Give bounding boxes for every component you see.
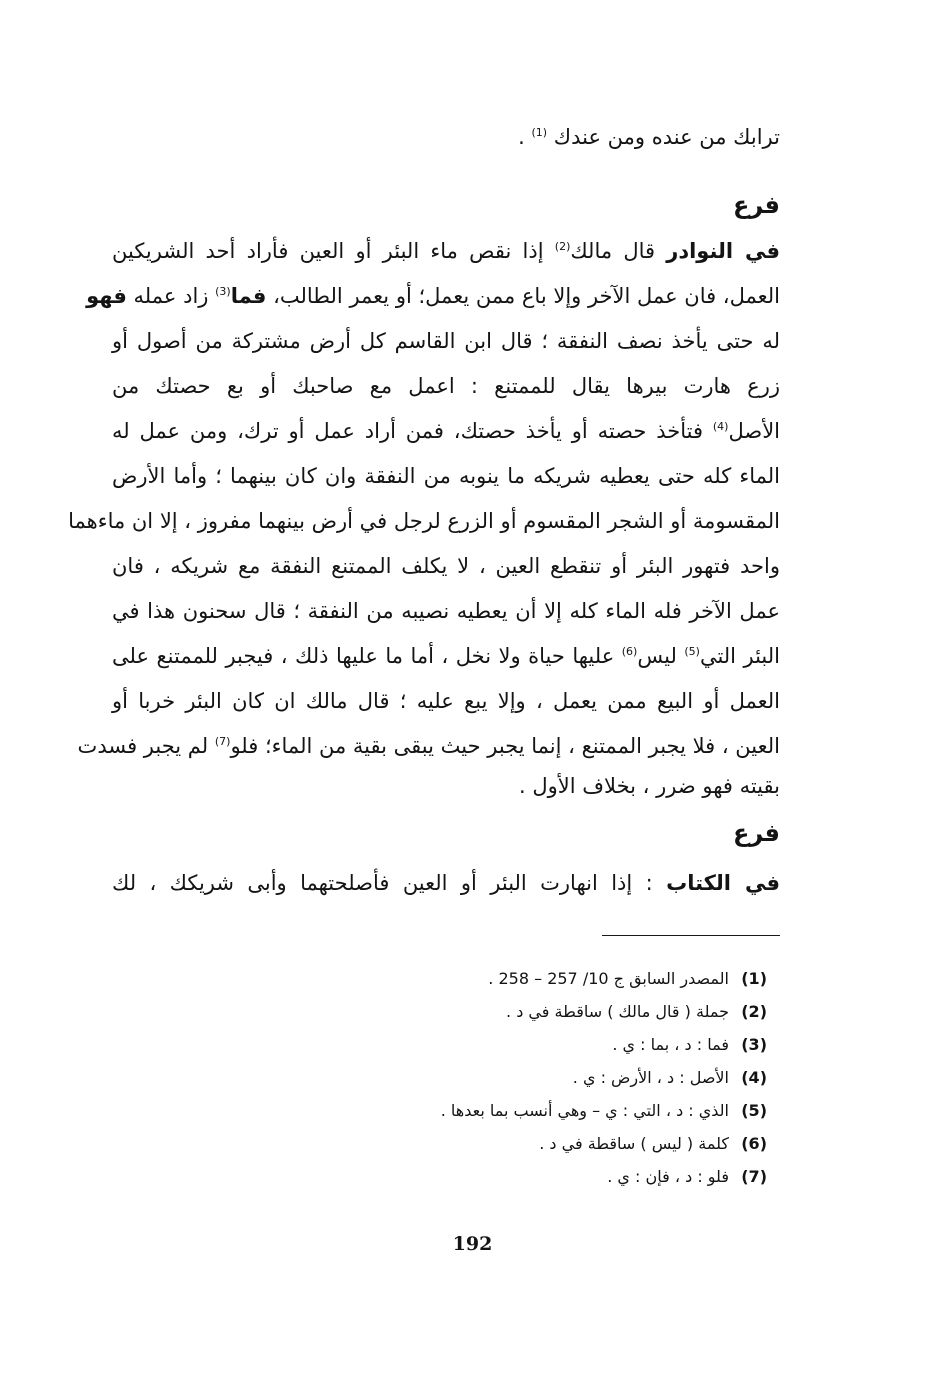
text-line: المقسومة أو الشجر المقسوم أو الزرع لرجل في أرض بينهما مفروز ، إلا ان ماءهما — [68, 509, 780, 533]
text-line: له حتى يأخذ نصف النفقة ؛ قال ابن القاسم كل أرض مشتركة من أصول أو — [112, 329, 780, 353]
footnote-marker: (1) — [531, 126, 548, 139]
footnote — [506, 999, 767, 1025]
footnote-text: جملة ( قال مالك ) ساقطة في د . — [506, 1002, 729, 1021]
footnote — [539, 1131, 767, 1157]
text-line: العمل أو البيع ممن يعمل ، وإلا يبع عليه ؛ قال مالك ان كان البئر خربا أو — [112, 689, 780, 713]
footnote-separator — [602, 935, 780, 936]
variant-word: فلو — [230, 734, 259, 758]
line-text: فتأخذ حصته أو يأخذ حصتك، فمن أراد عمل أو ترك، ومن عمل له — [112, 419, 703, 443]
footnote-marker: (4) — [712, 420, 729, 433]
footnote-number: (4) — [741, 1068, 767, 1087]
footnote-marker: (3) — [215, 285, 231, 298]
text-line: الماء كله حتى يعطيه شريكه ما ينوبه من النفقة وان كان بينهما ؛ وأما الأرض — [112, 464, 780, 488]
speaker: قال مالك — [570, 239, 656, 263]
line-text: البئر التي — [699, 644, 780, 668]
source-name: في النوادر — [666, 239, 780, 263]
section-heading: فرع — [732, 191, 780, 219]
bold-word: فهو — [86, 284, 127, 308]
text-line — [112, 236, 780, 266]
footnote-number: (7) — [741, 1167, 767, 1186]
footnote-marker: (2) — [554, 240, 571, 253]
source-name: في الكتاب — [666, 871, 780, 895]
footnote-number: (2) — [741, 1002, 767, 1021]
text-line: عمل الآخر فله الماء كله إلا أن يعطيه نصيبه من النفقة ؛ قال سحنون هذا في — [112, 599, 780, 623]
section-heading: فرع — [732, 819, 780, 847]
footnote-number: (3) — [741, 1035, 767, 1054]
footnote — [607, 1164, 767, 1190]
footnote — [441, 1098, 767, 1124]
footnote-marker: (6) — [621, 645, 638, 658]
line-text: العين ، فلا يجبر الممتنع ، إنما يجبر حيث يبقى بقية من الماء؛ — [264, 734, 780, 758]
footnote-text: فما : د ، بما : ي . — [612, 1035, 729, 1054]
footnote-text: الأصل : د ، الأرض : ي . — [572, 1068, 729, 1087]
footnote-number: (6) — [741, 1134, 767, 1153]
variant-word: الأصل — [728, 419, 780, 443]
footnote-text: الذي : د ، التي : ي – وهي أنسب بما بعدها . — [440, 1101, 729, 1120]
page-number: 192 — [452, 1233, 493, 1255]
line-text: ترابك من عنده ومن عندك — [553, 125, 780, 149]
footnote-text: كلمة ( ليس ) ساقطة في د . — [539, 1134, 729, 1153]
line-text: العمل، فان عمل الآخر وإلا باع ممن يعمل؛ أو يعمر الطالب، — [273, 284, 780, 308]
footnote-number: (1) — [741, 969, 767, 988]
text-line: زرع هارت بيرها يقال للممتنع : اعمل مع صاحبك أو بع حصتك من — [112, 374, 780, 398]
line-text: : إذا انهارت البئر أو العين فأصلحتهما وأبى شريكك ، لك — [112, 871, 653, 895]
footnote-text: المصدر السابق ج 10/ 257 – 258 . — [488, 969, 729, 988]
line-text: إذا نقص ماء البئر أو العين فأراد أحد الشريكين — [112, 239, 544, 263]
variant-word: ليس — [637, 644, 677, 668]
variant-word: فما — [230, 284, 267, 308]
text-line: ترابك من عنده ومن عندك $^{(1)}$ . — [518, 125, 780, 149]
text-line — [77, 731, 780, 761]
text-line — [86, 281, 780, 311]
text-line: بقيته فهو ضرر ، بخلاف الأول . — [519, 774, 780, 798]
line-text: عليها حياة ولا نخل ، أما ما عليها ذلك ، فيجبر للممتنع على — [112, 644, 615, 668]
line-text: لم يجبر فسدت — [77, 734, 209, 758]
footnote — [573, 1065, 767, 1091]
line-text: زاد عمله — [133, 284, 209, 308]
footnote-number: (5) — [741, 1101, 767, 1120]
text-line — [112, 641, 780, 671]
text-line: واحد فتهور البئر أو تنقطع العين ، لا يكلف الممتنع النفقة مع شريكه ، فان — [112, 554, 780, 578]
footnote-marker: (5) — [684, 645, 700, 658]
text-line — [112, 416, 780, 446]
text-line — [112, 868, 780, 898]
footnote-marker: (7) — [214, 735, 231, 748]
footnote-text: فلو : د ، فإن : ي . — [607, 1167, 729, 1186]
footnote — [612, 1032, 767, 1058]
footnote — [488, 966, 767, 992]
